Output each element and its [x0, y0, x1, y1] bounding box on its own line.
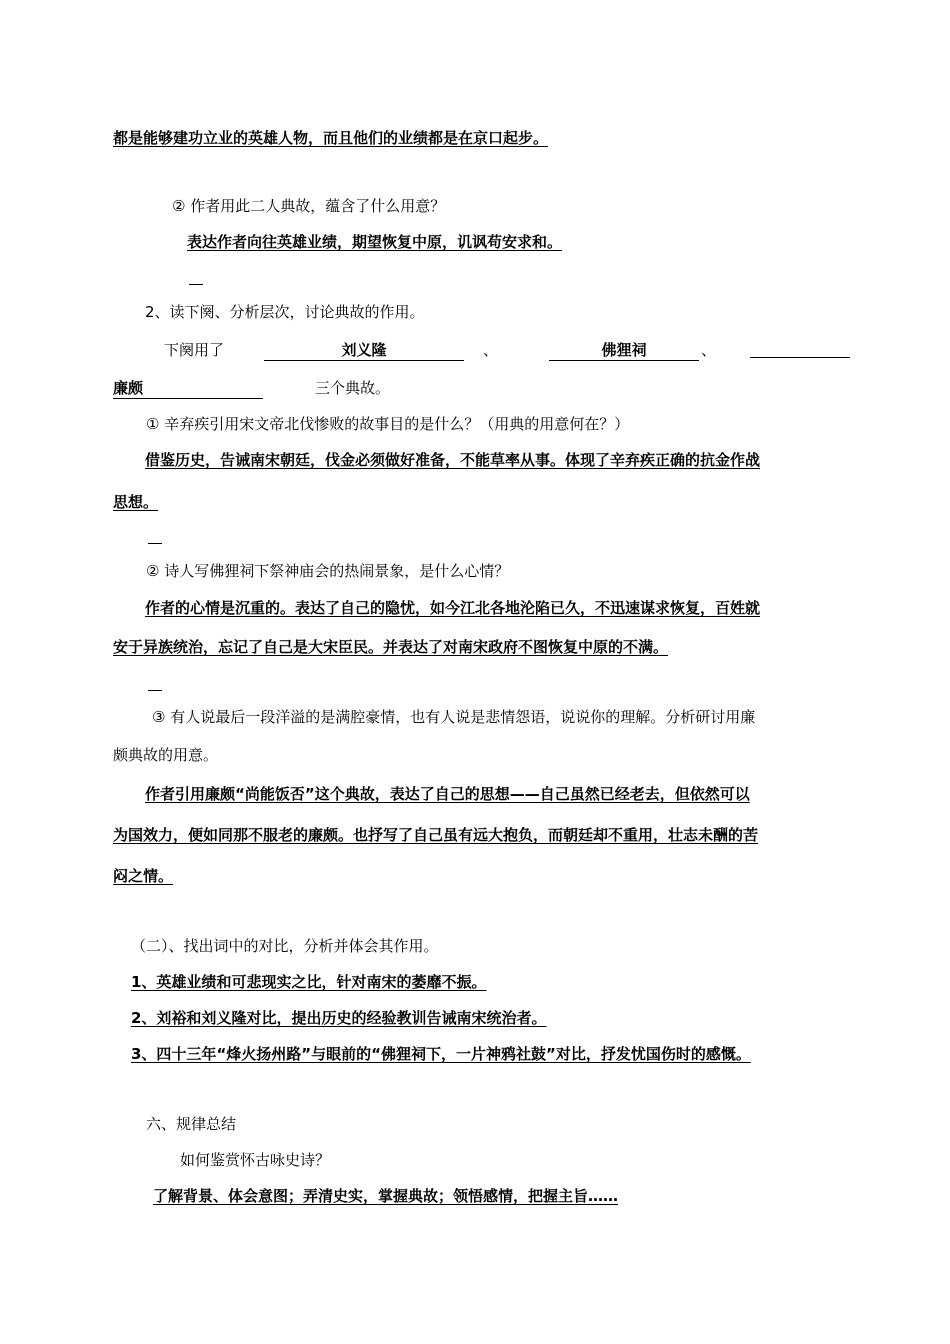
answer-text: 都是能够建功立业的英雄人物，而且他们的业绩都是在京口起步。: [113, 129, 549, 147]
question-text: ③ 有人说最后一段洋溢的是满腔豪情，也有人说是悲情怨语，说说你的理解。分析研讨用廉: [152, 708, 756, 726]
question-text: ② 诗人写佛狸祠下祭神庙会的热闹景象，是什么心情？: [146, 562, 510, 580]
answer-text: 思想。: [113, 493, 159, 511]
question-text: ② 作者用此二人典故，蕴含了什么用意？: [172, 197, 446, 215]
question-text: 如何鉴赏怀古咏史诗？: [180, 1151, 331, 1169]
answer-text: 安于异族统治，忘记了自己是大宋臣民。并表达了对南宋政府不图恢复中原的不满。: [113, 638, 669, 656]
answer-dash: [189, 284, 203, 285]
fill-in-blank-1: 刘义隆: [264, 340, 464, 361]
question-text: 2、读下阕、分析层次，讨论典故的作用。: [145, 303, 425, 321]
fill-in-blank-2: 佛狸祠: [549, 340, 699, 361]
answer-dash: [148, 690, 162, 691]
answer-text: 闷之情。: [113, 867, 174, 885]
separator: 、: [701, 341, 717, 359]
answer-text: 作者引用廉颇“尚能饭否”这个典故，表达了自己的思想——自己虽然已经老去，但依然可以: [145, 785, 750, 803]
answer-text: 2、刘裕和刘义隆对比，提出历史的经验教训告诫南宋统治者。: [131, 1009, 547, 1027]
question-text: 颇典故的用意。: [113, 746, 219, 764]
fill-in-prefix: 下阕用了: [164, 341, 225, 359]
section-heading: 六、规律总结: [146, 1115, 237, 1133]
separator: 、: [483, 341, 499, 359]
answer-text: 作者的心情是沉重的。表达了自己的隐忧，如今江北各地沦陷已久，不迅速谋求恢复，百姓就: [145, 599, 761, 617]
answer-text: 1、英雄业绩和可悲现实之比，针对南宋的萎靡不振。: [131, 973, 487, 991]
answer-text: 为国效力，便如同那不服老的廉颇。也抒写了自己虽有远大抱负，而朝廷却不重用，壮志未酬的苦: [113, 826, 759, 844]
question-text: ① 辛弃疾引用宋文帝北伐惨败的故事目的是什么？（用典的用意何在？）: [146, 415, 630, 433]
answer-text: 3、四十三年“烽火扬州路”与眼前的“佛狸祠下，一片神鸦社鼓”对比，抒发忧国伤时的感慨。: [131, 1045, 751, 1063]
answer-text: 借鉴历史，告诫南宋朝廷，伐金必须做好准备，不能草率从事。体现了辛弃疾正确的抗金作战: [145, 451, 761, 469]
section-heading: （二）、找出词中的对比，分析并体会其作用。: [131, 937, 439, 955]
answer-text: 表达作者向往英雄业绩，期望恢复中原，讥讽苟安求和。: [187, 233, 563, 251]
fill-in-blank-4: 廉颇: [113, 378, 263, 399]
fill-in-blank-3: [750, 340, 850, 363]
fill-in-suffix: 三个典故。: [315, 379, 391, 397]
answer-text: 了解背景、体会意图；弄清史实，掌握典故；领悟感情，把握主旨……: [153, 1187, 619, 1205]
answer-dash: [148, 543, 162, 544]
